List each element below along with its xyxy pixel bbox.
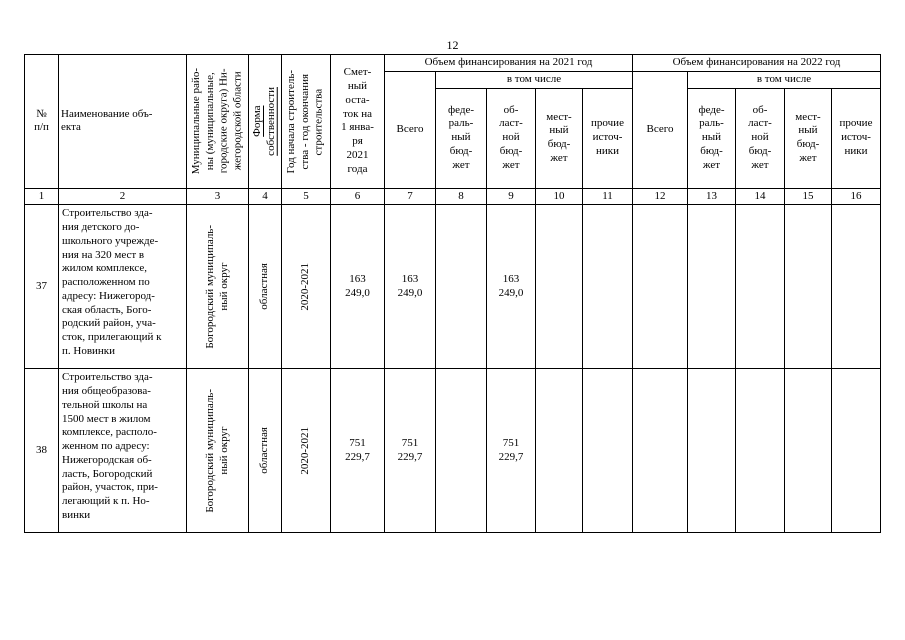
row-local-2022: [785, 205, 832, 369]
col-number: 3: [187, 188, 249, 205]
col-number: 1: [25, 188, 59, 205]
row-other-2021: [583, 205, 633, 369]
row-federal-2021: [436, 205, 487, 369]
row-other-2021: [583, 369, 633, 533]
header-fin-2022: Объем финансирования на 2022 год: [633, 55, 881, 72]
row-years: [282, 369, 331, 533]
header-col-num: № п/п: [25, 55, 59, 189]
header-incl-2021: в том числе: [436, 71, 633, 88]
row-federal-2021: [436, 369, 487, 533]
col-number: 5: [282, 188, 331, 205]
header-incl-2022: в том числе: [688, 71, 881, 88]
row-total-2021: 751 229,7: [385, 369, 436, 533]
row-num: 38: [25, 369, 59, 533]
header-col-name: Наименование объ- екта: [59, 55, 187, 189]
col-number: 12: [633, 188, 688, 205]
header-regional-2022: об- ласт- ной бюд- жет: [736, 88, 785, 188]
col-number: 6: [331, 188, 385, 205]
header-fin-2021: Объем финансирования на 2021 год: [385, 55, 633, 72]
row-remainder: 163 249,0: [331, 205, 385, 369]
header-total-2021: Всего: [385, 71, 436, 188]
row-regional-2021: 751 229,7: [487, 369, 536, 533]
header-regional-2021: об- ласт- ной бюд- жет: [487, 88, 536, 188]
header-col-form: [249, 55, 282, 189]
header-other-2022: прочие источ- ники: [832, 88, 881, 188]
row-municipal-text: Богородский муниципаль- ный округ: [203, 224, 230, 349]
row-regional-2022: [736, 369, 785, 533]
header-federal-2021: феде- раль- ный бюд- жет: [436, 88, 487, 188]
row-form: [249, 369, 282, 533]
header-col-municipal-text: Муниципальные райо- ны (муниципальные, городские округа) Ни- жегородской области: [190, 68, 244, 175]
header-total-2022: Всего: [633, 71, 688, 188]
row-federal-2022: [688, 205, 736, 369]
row-other-2022: [832, 369, 881, 533]
row-years-text: 2020-2021: [299, 262, 312, 311]
row-form-text: областная: [258, 427, 271, 475]
page-number: 12: [446, 38, 459, 52]
row-local-2022: [785, 369, 832, 533]
col-number: 11: [583, 188, 633, 205]
col-number: 4: [249, 188, 282, 205]
row-local-2021: [536, 369, 583, 533]
col-number: 7: [385, 188, 436, 205]
financing-table: [24, 54, 881, 533]
header-local-2022: мест- ный бюд- жет: [785, 88, 832, 188]
row-object-name: Строительство зда- ния общеобразова- тельной школы на 1500 мест в жилом комплексе, располо- женном по адресу: Нижегородская об- ласть, Богородский район, участок, при- легающий к п. Но- винки: [59, 369, 187, 533]
row-total-2022: [633, 369, 688, 533]
header-local-2021: мест- ный бюд- жет: [536, 88, 583, 188]
header-col-municipal: [187, 55, 249, 189]
col-number: 2: [59, 188, 187, 205]
row-total-2021: 163 249,0: [385, 205, 436, 369]
row-years: [282, 205, 331, 369]
col-number: 13: [688, 188, 736, 205]
col-number: 8: [436, 188, 487, 205]
col-number: 9: [487, 188, 536, 205]
row-federal-2022: [688, 369, 736, 533]
column-number-row: [25, 188, 881, 205]
col-number: 10: [536, 188, 583, 205]
row-form: [249, 205, 282, 369]
row-local-2021: [536, 205, 583, 369]
row-municipal: [187, 205, 249, 369]
table-row: [25, 205, 881, 369]
header-federal-2022: феде- раль- ный бюд- жет: [688, 88, 736, 188]
col-number: 15: [785, 188, 832, 205]
row-municipal: [187, 369, 249, 533]
header-col-remainder: Смет- ный оста- ток на 1 янва- ря 2021 года: [331, 55, 385, 189]
row-regional-2022: [736, 205, 785, 369]
header-col-form-text: Форма собственности: [251, 86, 277, 156]
row-num: 37: [25, 205, 59, 369]
row-form-text: областная: [258, 263, 271, 311]
row-regional-2021: 163 249,0: [487, 205, 536, 369]
header-other-2021: прочие источ- ники: [583, 88, 633, 188]
header-col-years-text: Год начала строитель- ства - год окончания строительства: [285, 69, 325, 173]
row-total-2022: [633, 205, 688, 369]
row-object-name: Строительство зда- ния детского до- школьного учрежде- ния на 320 мест в жилом комплексе, расположенном по адресу: Нижегород- ская область, Бого- родский район, уча- сток, прилегающий к п. Новинки: [59, 205, 187, 369]
row-other-2022: [832, 205, 881, 369]
row-municipal-text: Богородский муниципаль- ный округ: [203, 388, 230, 513]
header-col-years: [282, 55, 331, 189]
table-row: [25, 369, 881, 533]
col-number: 16: [832, 188, 881, 205]
col-number: 14: [736, 188, 785, 205]
row-years-text: 2020-2021: [299, 426, 312, 475]
row-remainder: 751 229,7: [331, 369, 385, 533]
